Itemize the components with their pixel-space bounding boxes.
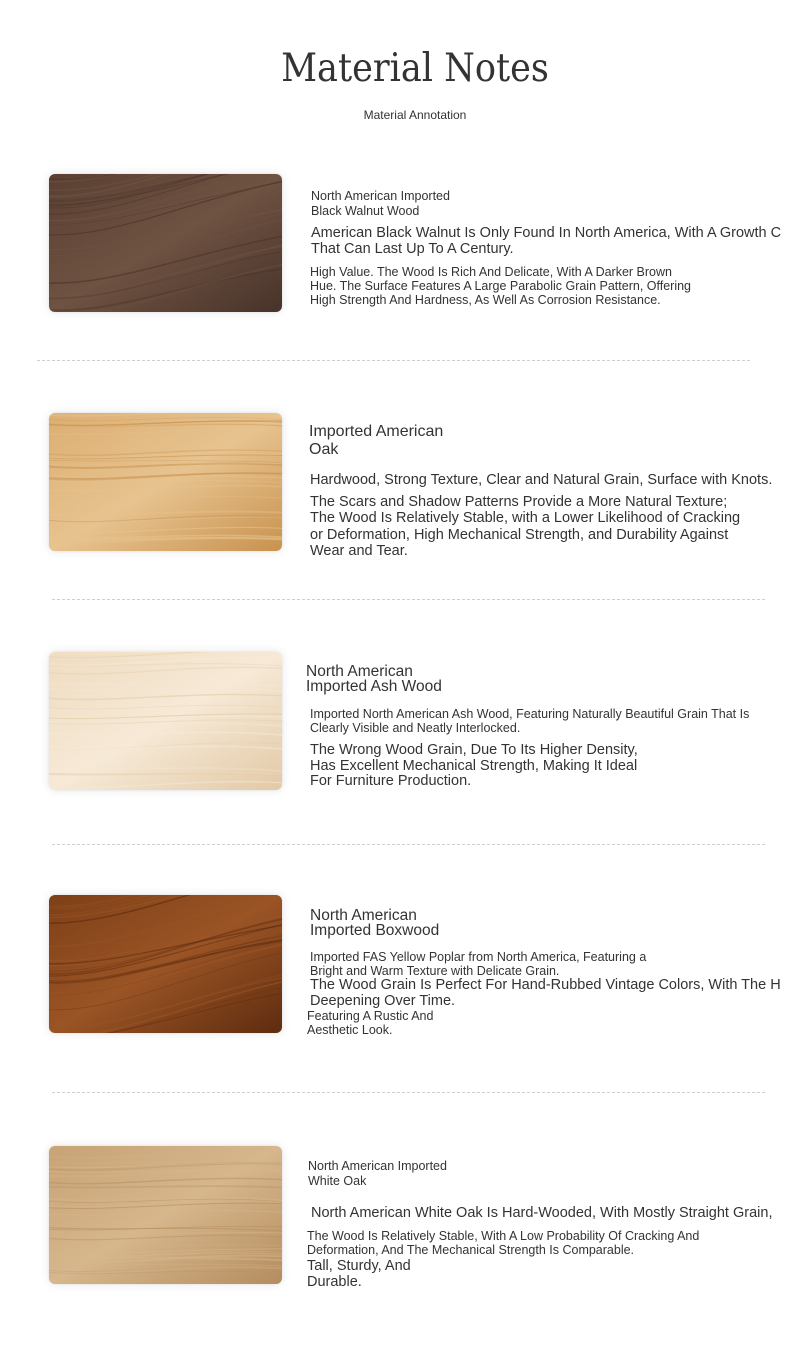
wood-swatch-walnut [49,174,282,312]
section-divider [37,360,750,361]
material-name: Imported American Oak [309,423,444,458]
wood-swatch-oak [49,413,282,551]
section-divider [52,599,765,600]
material-lead: Imported North American Ash Wood, Featuring Naturally Beautiful Grain That Is Clearly Visible and Neatly Interlocked. [310,707,750,735]
material-name: North American Imported White Oak [308,1159,447,1188]
wood-swatch-boxwood [49,895,282,1033]
material-name: North American Imported Ash Wood [306,663,442,695]
page-title: Material Notes [281,46,549,91]
material-description: The Wrong Wood Grain, Due To Its Higher Density, Has Excellent Mechanical Strength, Making It Ideal For Furniture Production. [310,742,638,790]
material-name: North American Imported Boxwood [310,907,440,939]
material-description: High Value. The Wood Is Rich And Delicate, With A Darker Brown Hue. The Surface Features A Large Parabolic Grain Pattern, Offering High Strength And Hardness, As Well As Corrosion Resistance. [310,265,691,307]
material-note: Featuring A Rustic And Aesthetic Look. [307,1009,434,1037]
material-note: Tall, Sturdy, And Durable. [307,1258,411,1290]
page-subtitle: Material Annotation [363,108,467,122]
material-lead: American Black Walnut Is Only Found In North America, With A Growth C That Can Last Up To A Century. [311,225,782,257]
section-divider [52,1092,765,1093]
material-lead: North American White Oak Is Hard-Wooded, With Mostly Straight Grain, [311,1205,773,1221]
material-description: The Scars and Shadow Patterns Provide a More Natural Texture; The Wood Is Relatively Stable, with a Lower Likelihood of Cracking or Deformation, High Mechanical Strength, and Durability Against Wear and Tear. [310,494,741,559]
wood-swatch-white-oak [49,1146,282,1284]
material-lead: Hardwood, Strong Texture, Clear and Natural Grain, Surface with Knots. [310,472,773,488]
material-description: The Wood Is Relatively Stable, With A Low Probability Of Cracking And Deformation, And The Mechanical Strength Is Comparable. [307,1229,700,1257]
material-lead: Imported FAS Yellow Poplar from North America, Featuring a Bright and Warm Texture with Delicate Grain. [310,950,647,978]
material-name: North American Imported Black Walnut Wood [311,189,450,218]
wood-swatch-ash [49,652,282,790]
material-description: The Wood Grain Is Perfect For Hand-Rubbed Vintage Colors, With The H Deepening Over Time. [310,977,781,1009]
section-divider [52,844,765,845]
